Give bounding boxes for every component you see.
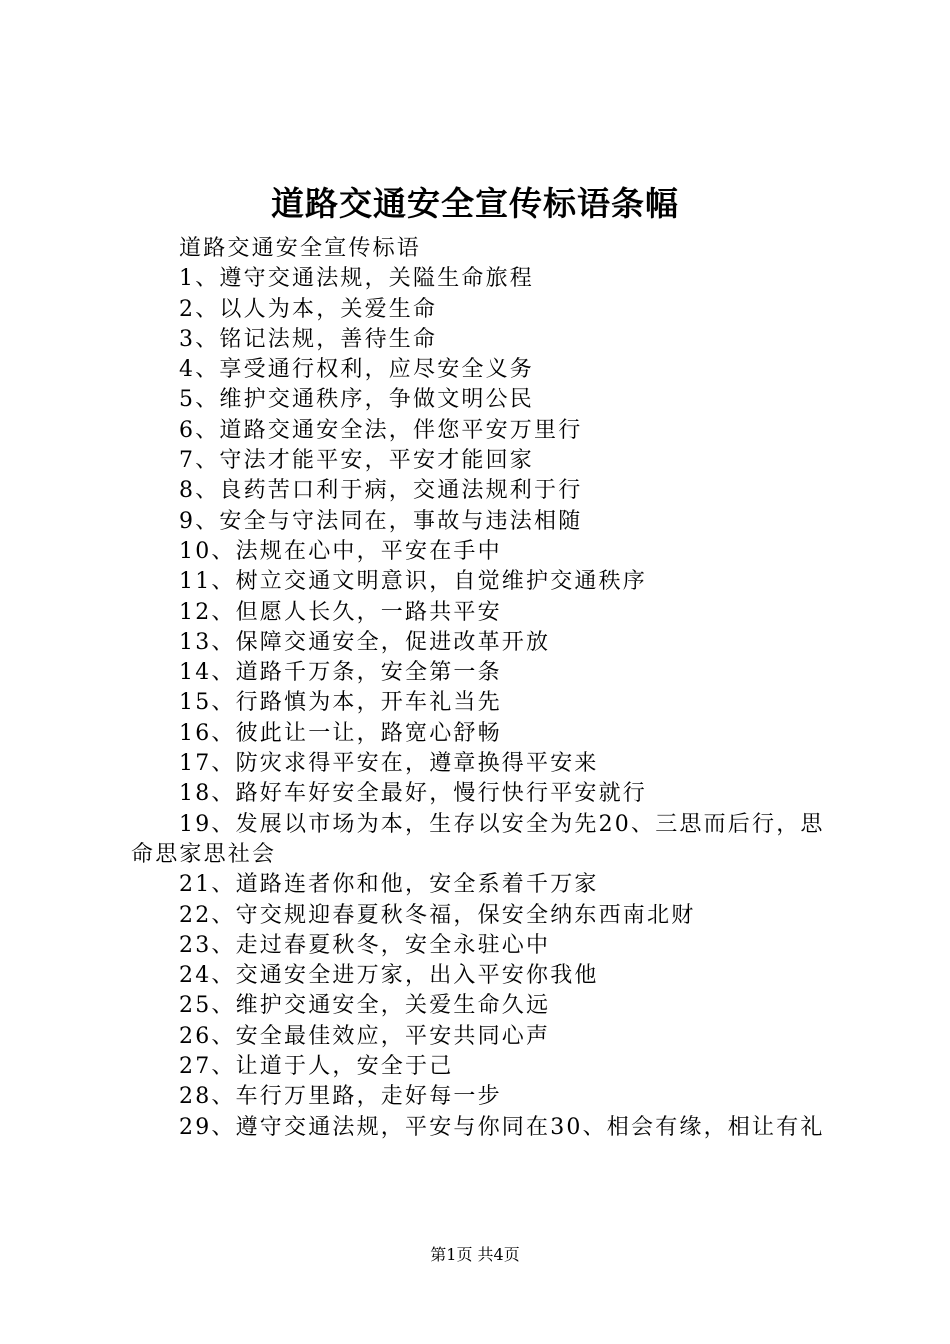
slogan-item: 16、彼此让一让，路宽心舒畅 (179, 720, 502, 746)
slogan-item: 14、道路千万条，安全第一条 (179, 660, 502, 686)
paragraph-heading: 道路交通安全宣传标语 (179, 236, 422, 261)
page-footer: 第1页 共4页 (430, 1245, 520, 1264)
slogan-item: 5、维护交通秩序，争做文明公民 (179, 387, 534, 413)
slogan-item: 18、路好车好安全最好，慢行快行平安就行 (179, 781, 647, 807)
slogan-item: 4、享受通行权利，应尽安全义务 (179, 357, 534, 383)
slogan-item: 1、遵守交通法规，关隘生命旅程 (179, 266, 534, 292)
slogan-item: 22、守交规迎春夏秋冬福，保安全纳东西南北财 (179, 902, 696, 928)
slogan-item: 21、道路连者你和他，安全系着千万家 (179, 872, 599, 898)
slogan-item: 28、车行万里路，走好每一步 (179, 1084, 502, 1110)
slogan-item: 25、维护交通安全，关爱生命久远 (179, 993, 551, 1019)
slogan-item: 7、守法才能平安，平安才能回家 (179, 448, 534, 474)
slogan-item: 2、以人为本，关爱生命 (179, 296, 438, 322)
slogan-item: 17、防灾求得平安在，遵章换得平安来 (179, 751, 599, 777)
slogan-item: 12、但愿人长久，一路共平安 (179, 599, 502, 625)
document-body (131, 234, 831, 1143)
slogan-item: 23、走过春夏秋冬，安全永驻心中 (179, 932, 551, 958)
slogan-item: 13、保障交通安全，促进改革开放 (179, 629, 551, 655)
slogan-item: 3、铭记法规，善待生命 (179, 326, 438, 352)
slogan-item: 10、法规在心中，平安在手中 (179, 538, 502, 564)
document-title: 道路交通安全宣传标语条幅 (271, 184, 679, 223)
slogan-item: 27、让道于人，安全于己 (179, 1054, 454, 1080)
slogan-item: 26、安全最佳效应，平安共同心声 (179, 1023, 551, 1049)
slogan-item: 24、交通安全进万家，出入平安你我他 (179, 963, 599, 989)
slogan-item: 8、良药苦口利于病，交通法规利于行 (179, 478, 583, 504)
slogan-item: 11、树立交通文明意识，自觉维护交通秩序 (179, 569, 647, 595)
slogan-item: 19、发展以市场为本，生存以安全为先20、三思而后行，思命思家思社会 (131, 811, 825, 867)
slogan-item: 29、遵守交通法规，平安与你同在30、相会有缘，相让有礼 (179, 1114, 825, 1140)
slogan-item: 15、行路慎为本，开车礼当先 (179, 690, 502, 716)
slogan-item: 6、道路交通安全法，伴您平安万里行 (179, 417, 583, 443)
slogan-item: 9、安全与守法同在，事故与违法相随 (179, 508, 583, 534)
